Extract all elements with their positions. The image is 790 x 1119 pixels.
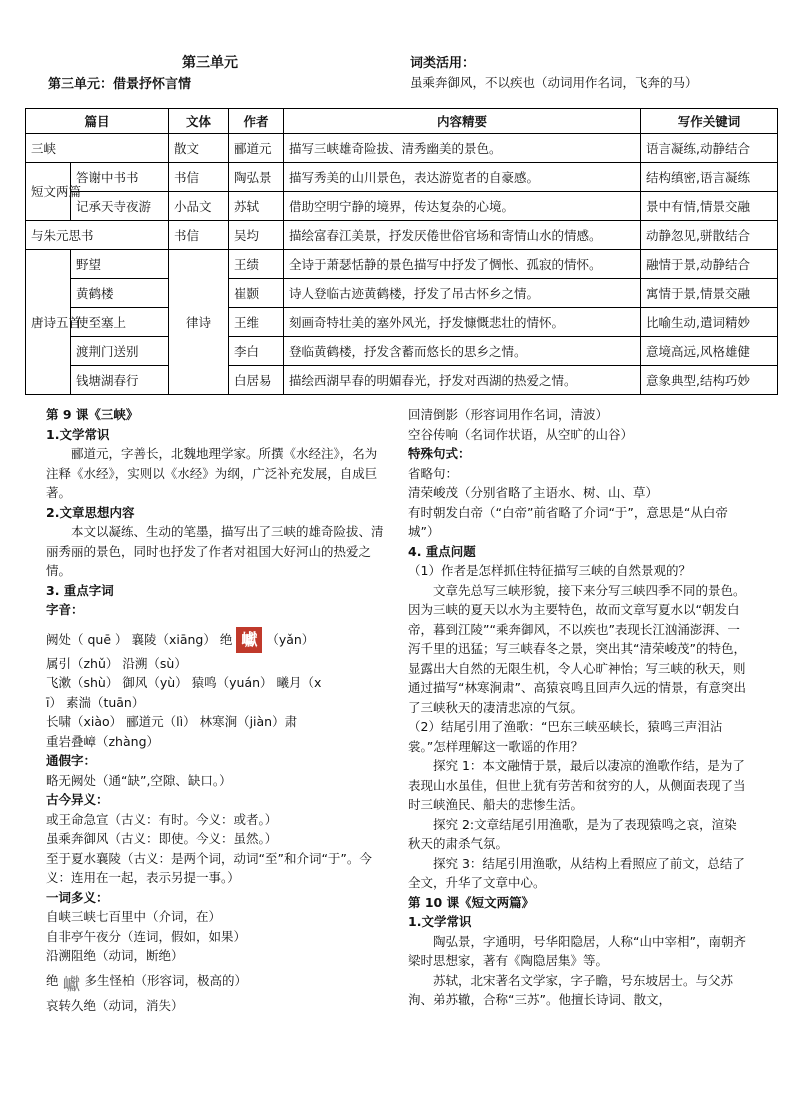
lesson10-title: 第 10 课《短文两篇》 [408,894,535,910]
yici-item: 自非亭午夜分（连词，假如，如果） [46,928,247,944]
paragraph: 陶弘景，字通明，号华阳隐居，人称“山中宰相”，南朝齐梁时思想家，著有《陶隐居集》等。 [408,933,746,968]
table-row [26,308,778,337]
character-image: 巘 [236,627,262,653]
cell-title: 三峡 [26,134,169,163]
table-row [26,192,778,221]
cell-genre: 小品文 [169,192,229,221]
cell-content: 描绘富春江美景，抒发厌倦世俗官场和寄情山水的情感。 [284,221,641,250]
cell-keywords: 动静忽见,骈散结合 [641,221,778,250]
cell-keywords: 比喻生动,遣词精妙 [641,308,778,337]
usage-item: 回清倒影（形容词用作名词，清波） [408,407,609,422]
pronunciation-line: 长啸（xiào） 郦道元（lì） 林寒涧（jiàn）肃 [46,714,298,729]
cell-keywords: 意境高远,风格雄健 [641,337,778,366]
cell-content: 全诗于萧瑟恬静的景色描写中抒发了惆怅、孤寂的情怀。 [284,250,641,279]
header-author: 作者 [229,109,284,134]
tongjia-label: 通假字： [46,753,97,768]
pronunciation-line: 属引（zhǔ） 沿溯（sù） [46,655,187,671]
unit-summary-table [25,108,778,395]
pronunciation-line: ī） 素湍（tuān） [46,694,145,710]
pronunciation-line: 飞漱（shù） 御风（yù） 猿鸣（yuán） 曦月（x [46,675,322,690]
cell-keywords: 寓情于景,情景交融 [641,279,778,308]
table-row [26,279,778,308]
gujin-item: 或王命急宣（古义：有时。今义：或者。） [46,811,278,827]
cell-title: 渡荆门送别 [71,337,169,366]
table-row [26,163,778,192]
character-image: 巘 [63,975,80,995]
answer: 探究 1：本文融情于景，最后以凄凉的渔歌作结，是为了表现山水虽佳，但世上犹有劳苦和贫穷的人，从侧面表现了当时三峡渔民、船夫的悲惨生活。 [408,758,746,812]
yici-item: 自峡三峡七百里中（介词，在） [46,909,222,924]
answer: 文章先总写三峡形貌，接下来分写三峡四季不同的景色。因为三峡的夏天以水为主要特色，故而文章写夏水以“朝发白帝，暮到江陵”“乘奔御风，不以疾也”表现长江汹涌澎湃、一泻千里的迅猛；写三峡春冬之景，突出其“清荣峻茂”的特色，显露出大自然的无限生机，令人心旷神怡；写三峡的秋天，则通过描写“林寒涧肃”、高猿哀鸣且回声久远的情景，有意突出了三峡秋天的凄清悲凉的气氛。 [408,582,746,715]
group-label: 短文两篇 [26,163,71,221]
header-content: 内容精要 [284,109,641,134]
question: （1）作者是怎样抓住特征描写三峡的自然景观的？ [408,563,691,578]
cell-author: 王绩 [229,250,284,279]
gujin-label: 古今异义： [46,792,109,807]
pronunciation-text: 阙处（ quē ） 襄陵（xiāng） 绝 [46,631,233,647]
cell-keywords: 意象典型,结构巧妙 [641,366,778,395]
question: （2）结尾引用了渔歌：“巴东三峡巫峡长，猿鸣三声泪沾裳。”怎样理解这一歌谣的作用？ [408,719,723,754]
table-row [26,337,778,366]
section-heading: 4. 重点问题 [408,543,476,559]
table-row [26,366,778,395]
cell-title: 钱塘湖春行 [71,366,169,395]
pronunciation-line [46,626,386,654]
table-header-row [26,109,778,134]
section-heading: 1.文学常识 [408,914,472,929]
header-keywords: 写作关键词 [641,109,778,134]
gujin-item: 至于夏水襄陵（古义：是两个词，动词“至”和介词“于”。今义：连用在一起，表示另提一事。） [46,850,372,885]
cell-title: 记承天寺夜游 [71,192,169,221]
ellipsis-item: 清荣峻茂（分别省略了主语水、树、山、草） [408,485,659,500]
answer: 探究 3：结尾引用渔歌，从结构上看照应了前文，总结了全文，升华了文章中心。 [408,855,745,890]
header-title: 篇目 [26,109,169,134]
header-genre: 文体 [169,109,229,134]
cell-keywords: 语言凝练,动静结合 [641,134,778,163]
paragraph: 本文以凝练、生动的笔墨，描写出了三峡的雄奇险拔、清丽秀丽的景色，同时也抒发了作者对祖国大好河山的热爱之情。 [46,524,384,578]
cell-content: 描写秀美的山川景色，表达游览者的自豪感。 [284,163,641,192]
paragraph: 苏轼，北宋著名文学家，字子瞻，号东坡居士。与父苏洵、弟苏辙，合称“三苏”。他擅长诗词、散文， [408,972,734,1007]
cell-keywords: 结构缜密,语言凝练 [641,163,778,192]
part-of-speech-example: 虽乘奔御风，不以疾也（动词用作名词，飞奔的马） [410,75,698,90]
cell-title: 黄鹤楼 [71,279,169,308]
yici-text: 多生怪柏（形容词，极高的） [84,972,247,988]
cell-content: 借助空明宁静的境界，传达复杂的心境。 [284,192,641,221]
lesson9-title: 第 9 课《三峡》 [46,407,139,422]
usage-item: 空谷传响（名词作状语，从空旷的山谷） [408,426,634,442]
cell-content: 描写三峡雄奇险拔、清秀幽美的景色。 [284,134,641,163]
cell-title: 答谢中书书 [71,163,169,192]
cell-genre: 书信 [169,163,229,192]
cell-author: 陶弘景 [229,163,284,192]
pronunciation-text: （yǎn） [266,631,315,647]
table-row [26,221,778,250]
pronunciation-line: 重岩叠嶂（zhàng） [46,733,160,749]
cell-author: 王维 [229,308,284,337]
yici-item: 沿溯阻绝（动词，断绝） [46,948,184,963]
gujin-item: 虽乘奔御风（古义：即使。今义：虽然。） [46,831,278,846]
unit-subtitle: 第三单元：借景抒怀言情 [48,77,192,92]
cell-content: 刻画奇特壮美的塞外风光，抒发慷慨悲壮的情怀。 [284,308,641,337]
cell-keywords: 景中有情,情景交融 [641,192,778,221]
tongjia-text: 略无阙处（通“缺”,空隙、缺口。） [46,772,232,788]
pronunciation-label: 字音： [46,602,84,617]
yici-item: 哀转久绝（动词，消失） [46,997,184,1013]
left-column [46,405,386,1015]
cell-content: 登临黄鹤楼，抒发含蓄而悠长的思乡之情。 [284,337,641,366]
ellipsis-label: 省略句： [408,465,459,481]
part-of-speech-title: 词类活用： [410,56,476,71]
table-row [26,250,778,279]
cell-title: 野望 [71,250,169,279]
section-heading: 1.文学常识 [46,426,110,442]
unit-title: 第三单元 [182,55,238,71]
sentence-pattern-label: 特殊句式： [408,446,471,461]
group-label: 唐诗五首 [26,250,71,395]
section-heading: 3. 重点字词 [46,582,114,598]
cell-content: 描绘西湖早春的明媚春光，抒发对西湖的热爱之情。 [284,366,641,395]
cell-author: 李白 [229,337,284,366]
cell-genre: 散文 [169,134,229,163]
yici-label: 一词多义： [46,889,109,905]
cell-author: 苏轼 [229,192,284,221]
right-column [408,405,748,1010]
cell-author: 白居易 [229,366,284,395]
paragraph: 郦道元，字善长，北魏地理学家。所撰《水经注》，名为注释《水经》，实则以《水经》为纲，广泛补充发展，自成巨著。 [46,446,378,500]
cell-title: 使至塞上 [71,308,169,337]
answer: 探究 2:文章结尾引用渔歌，是为了表现猿鸣之哀，渲染秋天的肃杀气氛。 [408,816,737,851]
yici-item [46,966,386,996]
cell-genre: 律诗 [169,250,229,395]
cell-keywords: 融情于景,动静结合 [641,250,778,279]
cell-author: 吴均 [229,221,284,250]
section-heading: 2.文章思想内容 [46,504,135,520]
cell-author: 崔颢 [229,279,284,308]
yici-text: 绝 [46,972,59,988]
cell-content: 诗人登临古迹黄鹤楼，抒发了吊古怀乡之情。 [284,279,641,308]
cell-genre: 书信 [169,221,229,250]
cell-title: 与朱元思书 [26,221,169,250]
table-row [26,134,778,163]
cell-author: 郦道元 [229,134,284,163]
ellipsis-item: 有时朝发白帝（“白帝”前省略了介词“于”，意思是“从白帝城”） [408,504,728,539]
